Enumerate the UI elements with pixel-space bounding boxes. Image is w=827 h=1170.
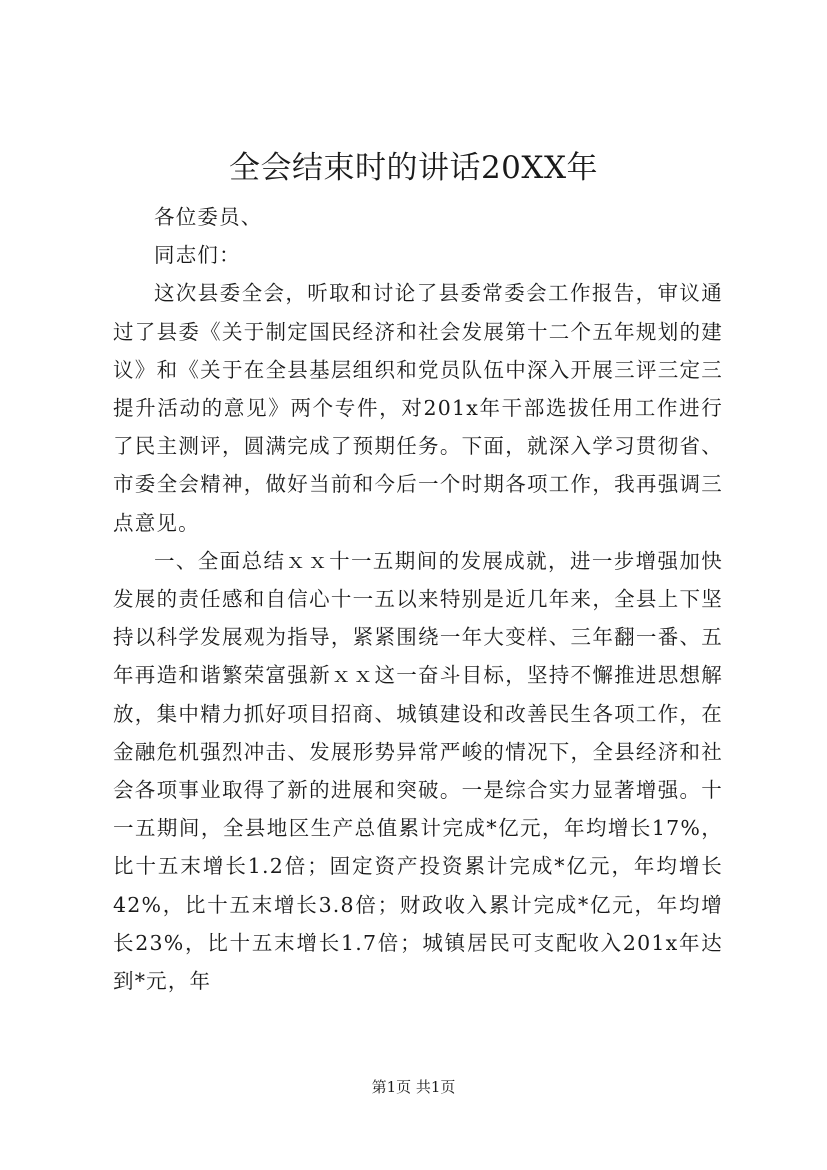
salutation-line-2: 同志们： — [154, 243, 241, 268]
page-footer: 第1页 共1页 — [371, 1078, 456, 1096]
paragraph-intro: 这次县委全会，听取和讨论了县委常委会工作报告，审议通过了县委《关于制定国民经济和社会发展第十二个五年规划的建议》和《关于在全县基层组织和党员队伍中深入开展三评三定三提升活动的意见》两个专件，对201x年干部选拔任用工作进行了民主测评，圆满完成了预期任务。下面，就深入学习贯彻省、市委全会精神，做好当前和今后一个时期各项工作，我再强调三点意见。 — [113, 281, 723, 535]
document-title: 全会结束时的讲话20XX年 — [228, 150, 599, 186]
paragraph-section-one: 一、全面总结ｘｘ十一五期间的发展成就，进一步增强加快发展的责任感和自信心十一五以来特别是近几年来，全县上下坚持以科学发展观为指导，紧紧围绕一年大变样、三年翻一番、五年再造和谐繁荣富强新ｘｘ这一奋斗目标，坚持不懈推进思想解放，集中精力抓好项目招商、城镇建设和改善民生各项工作，在金融危机强烈冲击、发展形势异常严峻的情况下，全县经济和社会各项事业取得了新的进展和突破。一是综合实力显著增强。十一五期间，全县地区生产总值累计完成*亿元，年均增长17%，比十五末增长1.2倍；固定资产投资累计完成*亿元，年均增长42%，比十五末增长3.8倍；财政收入累计完成*亿元，年均增长23%，比十五末增长1.7倍；城镇居民可支配收入201x年达到*元，年 — [113, 548, 723, 994]
salutation-line-1: 各位委员、 — [154, 205, 263, 229]
document-body — [113, 198, 723, 1000]
